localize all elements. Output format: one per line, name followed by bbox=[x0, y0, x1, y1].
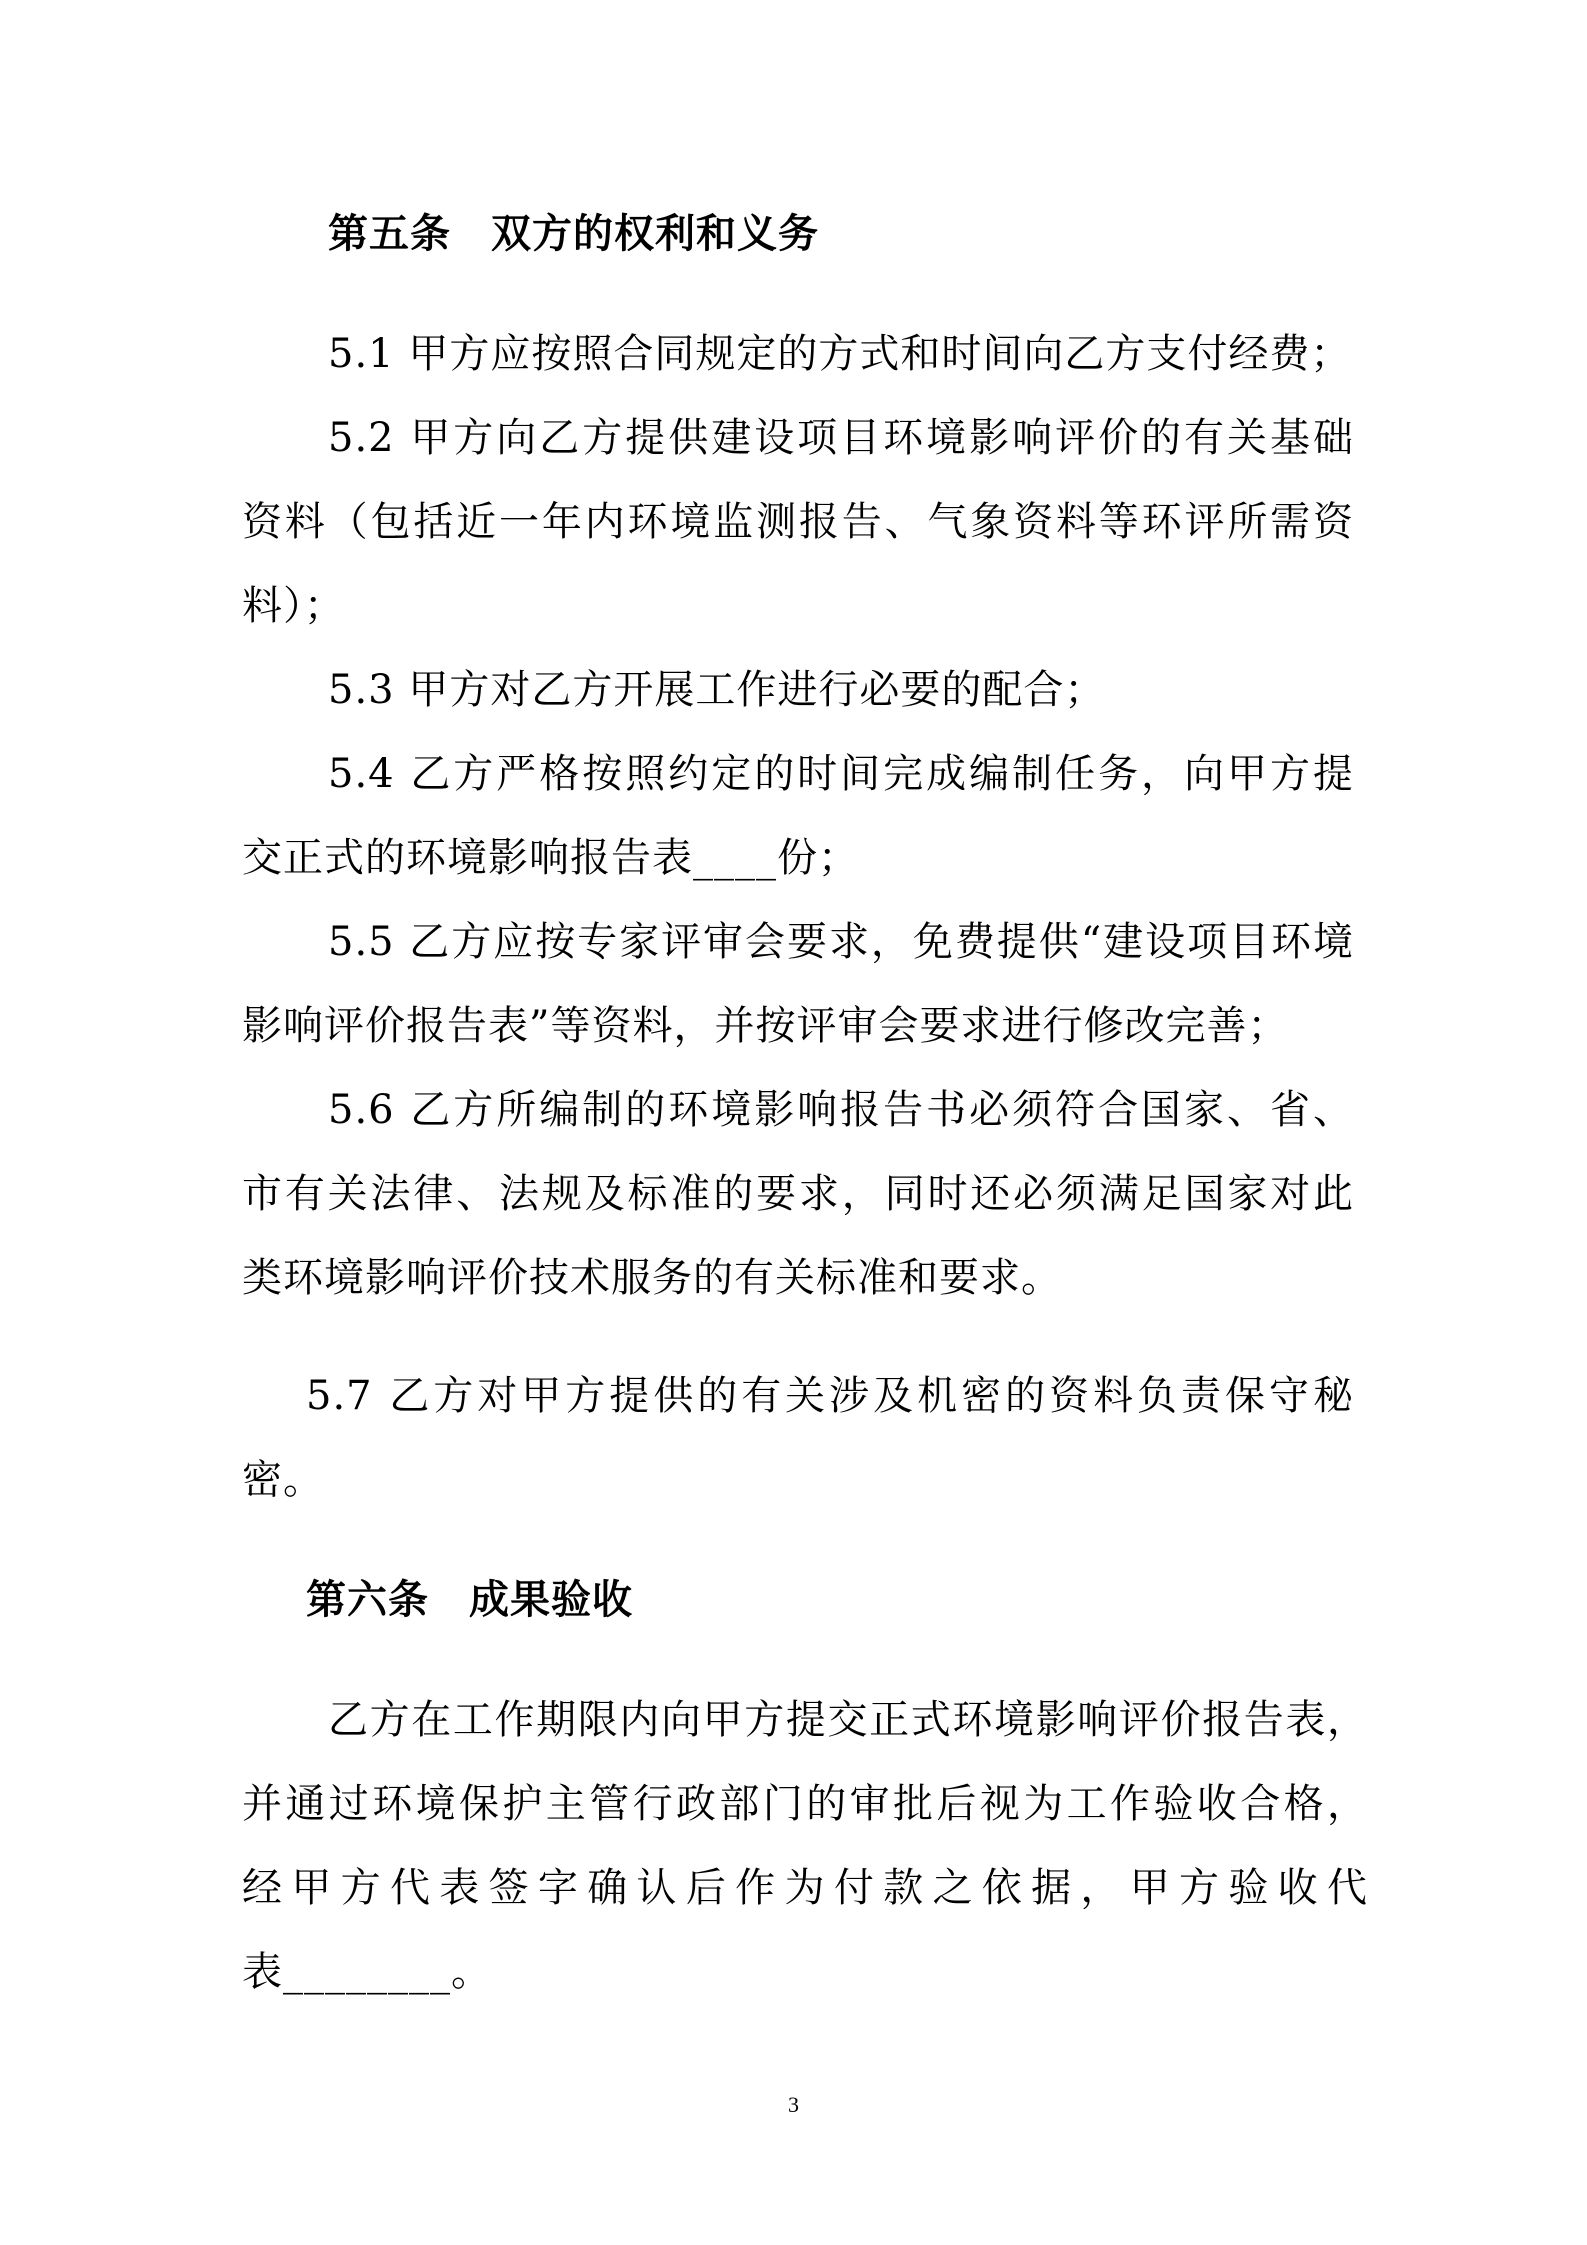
article-6-title: 成果验收 bbox=[469, 1577, 633, 1623]
clause-5-4-line-2: 交正式的环境影响报告表____份； bbox=[242, 835, 859, 881]
article-6-line-4: 表________。 bbox=[242, 1949, 492, 1995]
clause-5-2-line-2: 资料（包括近一年内环境监测报告、气象资料等环评所需资 bbox=[242, 499, 1354, 545]
clause-5-2-line-1: 5.2 甲方向乙方提供建设项目环境影响评价的有关基础 bbox=[328, 415, 1354, 461]
clause-5-6-line-1: 5.6 乙方所编制的环境影响报告书必须符合国家、省、 bbox=[328, 1087, 1354, 1133]
article-6-line-1: 乙方在工作期限内向甲方提交正式环境影响评价报告表， bbox=[328, 1697, 1368, 1743]
article-5-heading bbox=[328, 210, 819, 258]
clause-5-6-line-3: 类环境影响评价技术服务的有关标准和要求。 bbox=[242, 1255, 1062, 1301]
article-5-number: 第五条 bbox=[328, 211, 451, 257]
page-number: 3 bbox=[788, 2092, 799, 2117]
clause-5-5-line-1: 5.5 乙方应按专家评审会要求，免费提供“建设项目环境 bbox=[328, 919, 1354, 965]
clause-5-2-line-3: 料）； bbox=[242, 583, 345, 629]
article-5-title: 双方的权利和义务 bbox=[491, 211, 819, 257]
clause-5-1: 5.1 甲方应按照合同规定的方式和时间向乙方支付经费； bbox=[328, 331, 1352, 377]
article-6-line-3: 经甲方代表签字确认后作为付款之依据，甲方验收代 bbox=[242, 1865, 1368, 1911]
clause-5-3: 5.3 甲方对乙方开展工作进行必要的配合； bbox=[328, 667, 1106, 713]
clause-5-7-line-1: 5.7 乙方对甲方提供的有关涉及机密的资料负责保守秘 bbox=[306, 1373, 1354, 1419]
clause-5-7-line-2: 密。 bbox=[242, 1457, 324, 1503]
article-6-heading bbox=[306, 1576, 633, 1624]
clause-5-5-line-2: 影响评价报告表”等资料，并按评审会要求进行修改完善； bbox=[242, 1003, 1289, 1049]
clause-5-6-line-2: 市有关法律、法规及标准的要求，同时还必须满足国家对此 bbox=[242, 1171, 1354, 1217]
clause-5-4-line-1: 5.4 乙方严格按照约定的时间完成编制任务，向甲方提 bbox=[328, 751, 1354, 797]
article-6-line-2: 并通过环境保护主管行政部门的审批后视为工作验收合格， bbox=[242, 1781, 1368, 1827]
article-6-number: 第六条 bbox=[306, 1577, 429, 1623]
